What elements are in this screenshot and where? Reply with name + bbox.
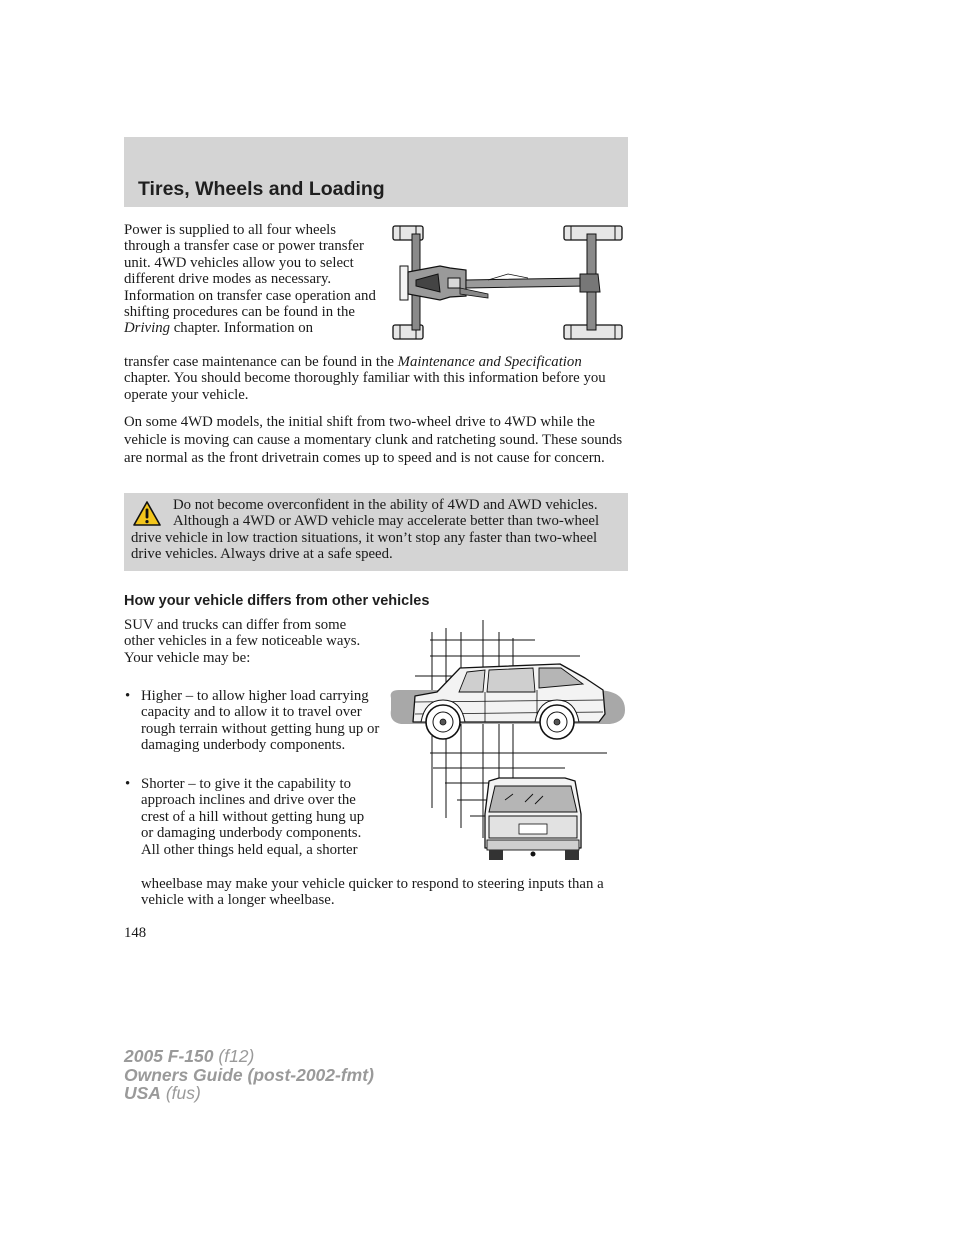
vehicle-dimension-illustration [385,618,628,863]
footer-line-model: 2005 F-150 (f12) [124,1046,255,1066]
bullet-dot: • [125,688,131,704]
bullet-shorter-continued: wheelbase may make your vehicle quicker to respond to steering inputs than a vehicle with a longer wheelbase. [141,876,604,909]
page-number: 148 [124,925,147,941]
bullet-higher: • Higher – to allow higher load carrying capacity and to allow it to travel over rough terrain without getting hung up or damaging underbody components. [125,688,380,754]
section-heading: How your vehicle differs from other vehicles [124,593,430,609]
bullet-shorter: • Shorter – to give it the capability to approach inclines and drive over the crest of a hill without getting hung up or damaging underbody components. All other things held equal, a shorter [125,776,365,858]
footer-line-market: USA (fus) [124,1083,201,1103]
section-intro: SUV and trucks can differ from some other vehicles in a few noticeable ways. Your vehicle may be: [124,617,361,666]
page-title: Tires, Wheels and Loading [138,178,385,200]
drivetrain-diagram [388,222,628,344]
intro-paragraph-full: transfer case maintenance can be found in the Maintenance and Specification chapter. You should become thoroughly familiar with this information before you operate your vehicle. [124,354,606,403]
warning-box [124,493,628,571]
intro-paragraph-wrapped: Power is supplied to all four wheels through a transfer case or power transfer unit. 4WD vehicles allow you to select different drive modes as necessary. Information on transfer case operation and shifting procedures can be found in the Driving chapter. Information on [124,222,376,337]
header-band [124,137,628,207]
footer-line-guide: Owners Guide (post-2002-fmt) [124,1064,374,1085]
document-footer [124,1047,374,1103]
bullet-dot: • [125,776,131,792]
clunk-paragraph: On some 4WD models, the initial shift from two-wheel drive to 4WD while the vehicle is moving can cause a momentary clunk and ratcheting sound. These sounds are normal as the front drivetrain comes up to speed and is not cause for concern. [124,414,623,466]
warning-text: Do not become overconfident in the ability of 4WD and AWD vehicles. Although a 4WD or AWD vehicle may accelerate better than two-wheel drive vehicle in low traction situations, it won’t stop any faster than two-wheel drive vehicles. Always drive at a safe speed. [131,497,600,563]
